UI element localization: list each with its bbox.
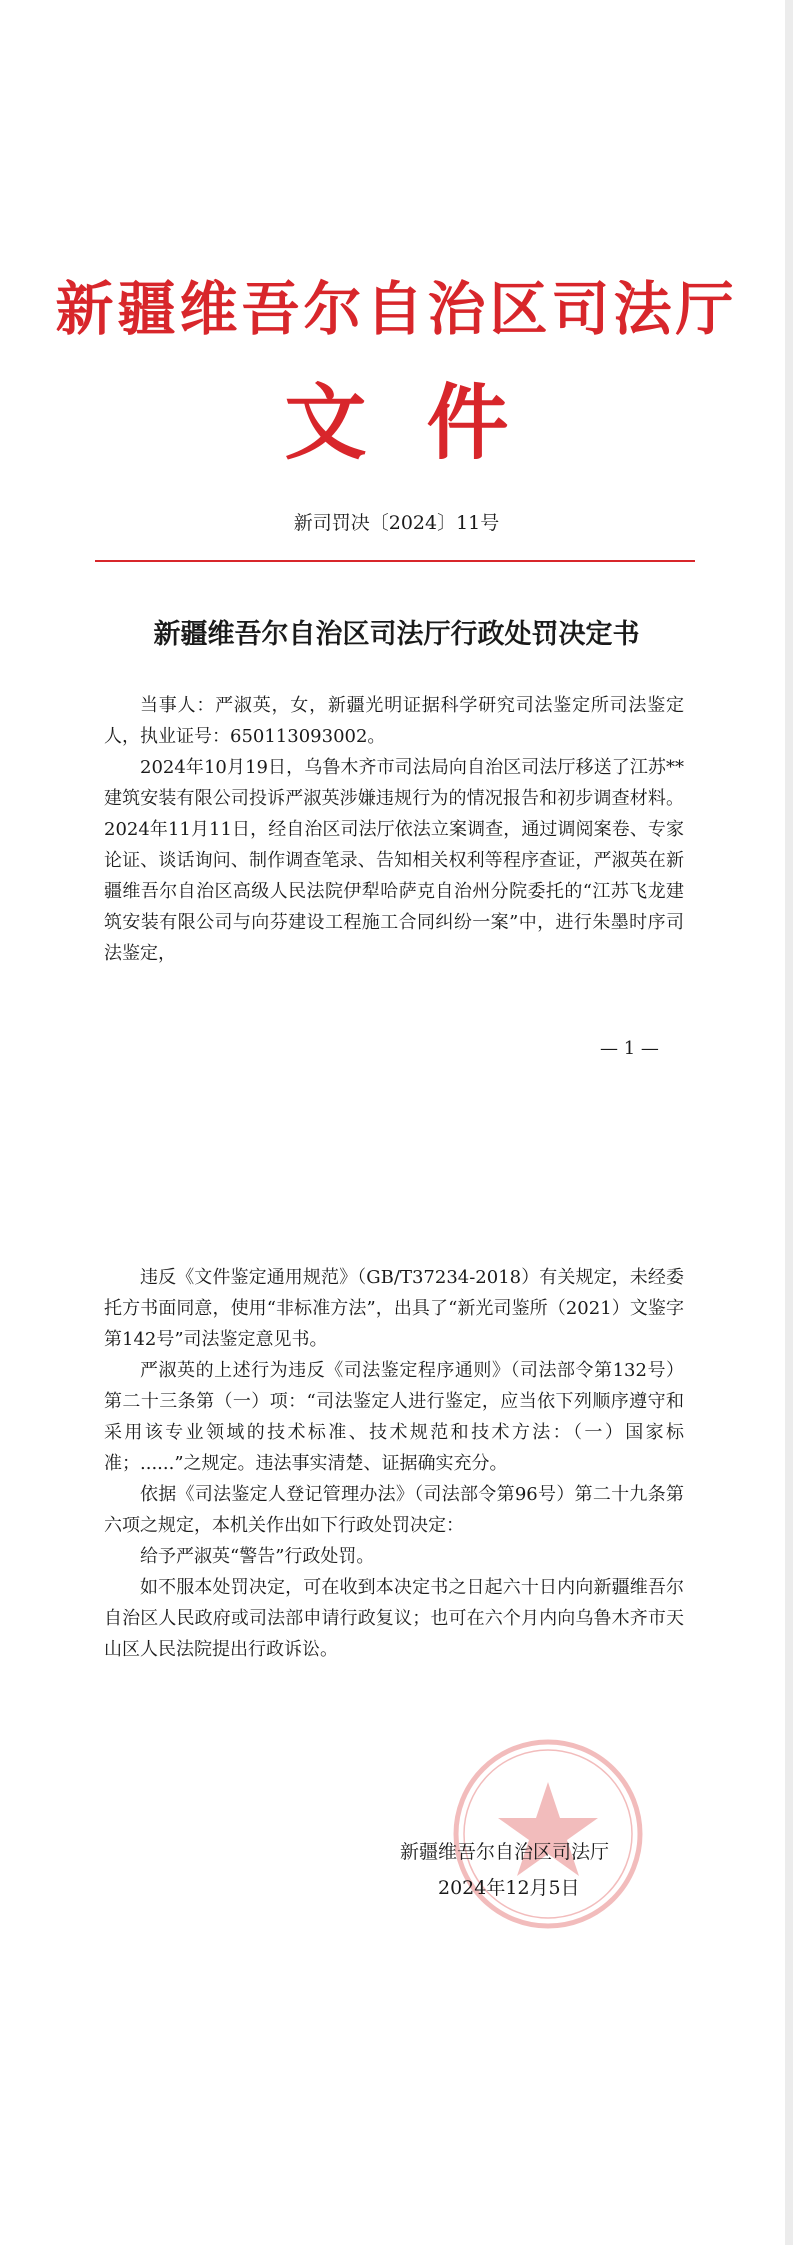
document-number: 新司罚决〔2024〕11号 <box>293 512 500 534</box>
penalty-paragraph: 给予严淑英“警告”行政处罚。 <box>140 1546 375 1567</box>
red-divider <box>95 560 695 562</box>
signature-date: 2024年12月5日 <box>438 1877 580 1899</box>
file-title: 文件 <box>284 375 569 471</box>
basis-paragraph: 依据《司法鉴定人登记管理办法》（司法部令第96号）第二十九条第六项之规定，本机关作出如下行政处罚决定： <box>104 1484 684 1536</box>
regulation-paragraph: 严淑英的上述行为违反《司法鉴定程序通则》（司法部令第132号）第二十三条第（一）项：“司法鉴定人进行鉴定，应当依下列顺序遵守和采用该专业领域的技术标准、技术规范和技术方法：（一）国家标准；......”之规定。违法事实清楚、证据确实充分。 <box>104 1360 684 1474</box>
signature-org: 新疆维吾尔自治区司法厅 <box>400 1841 610 1863</box>
org-title: 新疆维吾尔自治区司法厅 <box>55 275 738 343</box>
signature-block <box>400 1834 660 1906</box>
appeal-paragraph: 如不服本处罚决定，可在收到本决定书之日起六十日内向新疆维吾尔自治区人民政府或司法部申请行政复议；也可在六个月内向乌鲁木齐市天山区人民法院提出行政诉讼。 <box>104 1577 684 1660</box>
facts-paragraph: 2024年10月19日，乌鲁木齐市司法局向自治区司法厅移送了江苏**建筑安装有限公司投诉严淑英涉嫌违规行为的情况报告和初步调查材料。2024年11月11日，经自治区司法厅依法立案调查，通过调阅案卷、专家论证、谈话询问、制作调查笔录、告知相关权利等程序查证，严淑英在新疆维吾尔自治区高级人民法院伊犁哈萨克自治州分院委托的“江苏飞龙建筑安装有限公司与向芬建设工程施工合同纠纷一案”中，进行朱墨时序司法鉴定， <box>104 757 684 964</box>
decision-title: 新疆维吾尔自治区司法厅行政处罚决定书 <box>153 619 640 650</box>
page-number: — 1 — <box>600 1038 659 1059</box>
violation-paragraph: 违反《文件鉴定通用规范》（GB/T37234-2018）有关规定，未经委托方书面同意，使用“非标准方法”，出具了“新光司鉴所（2021）文鉴字第142号”司法鉴定意见书。 <box>104 1267 684 1350</box>
page1-body <box>104 690 684 969</box>
party-paragraph: 当事人：严淑英，女，新疆光明证据科学研究司法鉴定所司法鉴定人，执业证号：650113093002。 <box>104 695 684 747</box>
page2-body <box>104 1262 684 1665</box>
